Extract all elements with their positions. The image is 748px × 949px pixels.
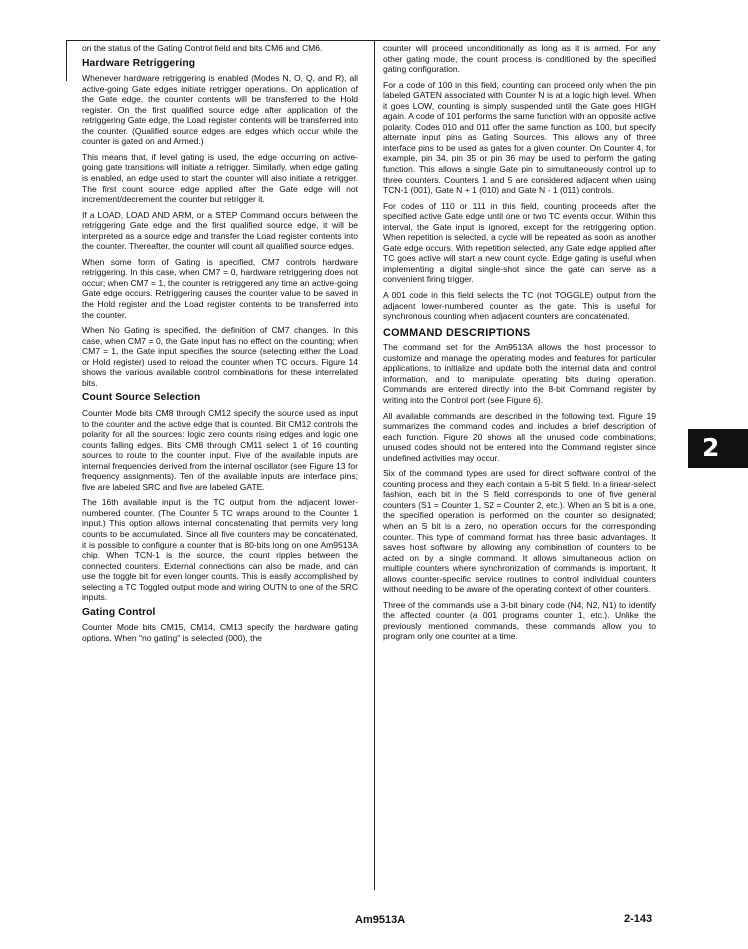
frame-top-rule (66, 40, 660, 41)
paragraph: For codes of 110 or 111 in this field, counting proceeds after the specified active Gate edge until one or two TC events occur. Within this interval, the Gate input is ignored, except for the retriggering option. When repetition is selected, a cycle will be repeated as soon as another Gate edge occurs. With repetition selected, any Gate edge applied after TC goes active will start a new count cycle. Edge gating is useful when implementing a digital single-shot since the gate can serve as a convenient firing trigger. (383, 200, 656, 285)
left-column (82, 43, 358, 648)
paragraph: The command set for the Am9513A allows the host processor to customize and manage the operating modes and features for particular applications, to initialize and update both the internal data and control information, and to manipulate operating bits during operation. Commands are entered directly into the 8-bit Command register by writing into the Control port (see Figure 6). (383, 342, 656, 405)
footer-part-number: Am9513A (355, 914, 406, 926)
heading-count-source-selection: Count Source Selection (82, 392, 201, 404)
paragraph: For a code of 100 in this field, counting can proceed only when the pin labeled GATEN associated with Counter N is at a logic high level. When it goes LOW, counting is simply suspended until the Gate goes HIGH again. A code of 101 performs the same function with an opposite active polarity. Codes 010 and 011 offer the same function as 100, but specify alternate input pins as Gating Sources. This allows any of three interface pins to be used as gates for a given counter. On Counter 4, for example, pin 34, pin 35 or pin 36 may be used to perform the gating function. This allows a single Gate pin to simultaneously control up to three counters. Counters 1 and 5 are considered adjacent when using TCN-1 (001), Gate N + 1 (010) and Gate N - 1 (011) controls. (383, 79, 656, 196)
heading-command-descriptions: COMMAND DESCRIPTIONS (383, 326, 531, 339)
paragraph: All available commands are described in the following text. Figure 19 summarizes the command codes and includes a brief description of each function. Figure 20 shows all the unused code combinations; unused codes should not be entered into the Command register since undefined activities may occur. (383, 410, 656, 463)
paragraph: Three of the commands use a 3-bit binary code (N4, N2, N1) to identify the affected counter (a 001 programs counter 1, etc.). Unlike the previously mentioned commands, these commands allow you to program only one counter at a time. (383, 599, 656, 642)
paragraph: When No Gating is specified, the definition of CM7 changes. In this case, when CM7 = 0, the Gate input has no effect on the counting; when CM7 = 1, the Gate input specifies the source (selecting either the Load or Hold register) used to reload the counter when TC occurs. Figure 14 shows the various available control combinations for these interrelated bits. (82, 325, 358, 388)
column-divider-rule (374, 40, 375, 890)
paragraph: When some form of Gating is specified, CM7 controls hardware retriggering. In this case, when CM7 = 0, hardware retriggering does not occur; when CM7 = 1, the counter is retriggered any time an active-going Gate edge occurs. Retriggering causes the counter value to be saved in the Hold register and the Load register contents to be transferred into the counter. (82, 256, 358, 320)
paragraph: Six of the command types are used for direct software control of the counting process and they each contain a 5-bit S field. In a linear-select fashion, each bit in the S field corresponds to one of five general counters (S1 = Counter 1, S2 = Counter 2, etc.). When an S bit is a one, the specified operation is performed on the counter so designated; when an S bit is a zero, no operation occurs for the corresponding counter. This type of command format has three basic advantages. It saves host software by allowing any combination of counters to be acted on by a single command. It allows simultaneous action on multiple counters where synchronization of commands is important. It allows counter-specific service routines to control individual counters without needing to be aware of the operating context of other counters. (383, 468, 656, 595)
paragraph: This means that, if level gating is used, the edge occurring on active-going gate transitions will initiate a retrigger. Similarly, when edge gating is enabled, an edge used to start the counter will also initiate a retrigger. The first count source edge applied after the Gate edge will not increment/decrement the counter but retrigger it. (82, 151, 358, 205)
paragraph: Whenever hardware retriggering is enabled (Modes N, O, Q, and R), all active-going Gate edges initiate retrigger operations. On application of the Gate edge, the counter contents will be transferred to the Hold register. On the first qualified source edge after application of the retriggering Gate edge, the Load register contents will be transferred into the counter. (Qualified source edges are edges which occur while the counter is gated on and Armed.) (82, 73, 358, 147)
paragraph: The 16th available input is the TC output from the adjacent lower-numbered counter. (The Counter 5 TC wraps around to the Counter 1 input.) This option allows internal concatenating that permits very long counts to be accumulated. Since all five counters may be concatenated, it is possible to configure a counter that is 80-bits long on one Am9513A chip. When TCN-1 is the source, the count ripples between the connected counters. External connections can also be made, and can use the toggle bit for even longer counts. This is easily accomplished by selecting a TC Toggled output mode and wiring OUTN to one of the SRC inputs. (82, 497, 358, 603)
paragraph: If a LOAD, LOAD AND ARM, or a STEP Command occurs between the retriggering Gate edge and the first qualified source edge, it will be interpreted as a source edge and transfer the Load register contents into the counter. Thereafter, the counter will count all qualified source edges. (82, 209, 358, 252)
right-column (383, 43, 656, 647)
paragraph: on the status of the Gating Control field and bits CM6 and CM6. (82, 43, 323, 53)
paragraph: A 001 code in this field selects the TC (not TOGGLE) output from the adjacent lower-numbered counter as the gate. This is useful for synchronous counting when adjacent counters are concatenated. (383, 290, 656, 322)
paragraph: Counter Mode bits CM15, CM14, CM13 specify the hardware gating options. When "no gating" is selected (000), the (82, 622, 358, 643)
frame-left-rule (66, 40, 67, 81)
heading-gating-control: Gating Control (82, 606, 156, 618)
paragraph: Counter Mode bits CM8 through CM12 specify the source used as input to the counter and the active edge that is counted. Bit CM12 controls the polarity for all the sources: logic zero counts rising edges and logic one counts falling edges. Bits CM8 through CM11 select 1 of 16 counting sources to route to the counter input. Five of the available inputs are internal frequencies derived from the internal oscillator (see Figure 13 for frequency assignments). Ten of the available inputs are interface pins; five are labeled SRC and five are labeled GATE. (82, 407, 358, 492)
section-tab (688, 429, 748, 468)
section-tab-number: 2 (702, 433, 720, 462)
heading-hardware-retriggering: Hardware Retriggering (82, 57, 196, 69)
paragraph: counter will proceed unconditionally as long as it is armed. For any other gating mode, the count process is conditioned by the specified gating configuration. (383, 43, 656, 75)
footer-page-number: 2-143 (624, 913, 653, 925)
